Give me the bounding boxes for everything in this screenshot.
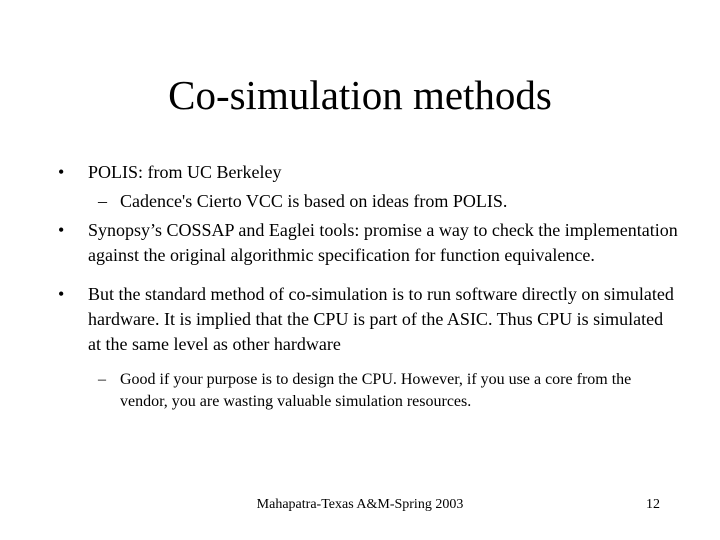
slide-title: Co-simulation methods <box>168 72 552 118</box>
bullet-3-text: But the standard method of co-simulation is to run software directly on simulated hardware. It is implied that the CPU is part of the ASIC. Thus CPU is simulated at the same level as other hardware <box>88 284 674 354</box>
bullet-1-sub-1-text: Cadence's Cierto VCC is based on ideas from POLIS. <box>120 191 508 211</box>
bullet-1-sub-1-symbol: – <box>98 191 107 211</box>
bullet-2 <box>58 218 678 268</box>
bullet-3-symbol: • <box>58 284 65 304</box>
page-number: 12 <box>646 497 660 512</box>
bullet-3 <box>58 282 678 357</box>
bullet-1-sub-1 <box>58 189 678 214</box>
slide-body <box>58 160 678 413</box>
bullet-2-symbol: • <box>58 220 65 240</box>
bullet-1 <box>58 160 678 185</box>
bullet-1-symbol: • <box>58 162 65 182</box>
bullet-3-sub-1-symbol: – <box>98 371 106 388</box>
bullet-3-sub-1-text: Good if your purpose is to design the CPU. However, if you use a core from the vendor, you are wasting valuable simulation resources. <box>120 371 632 410</box>
bullet-3-sub-1 <box>58 369 678 413</box>
bullet-2-text: Synopsy’s COSSAP and Eaglei tools: promise a way to check the implementation against the original algorithmic specification for function equivalence. <box>88 220 678 265</box>
slide-footer: Mahapatra-Texas A&M-Spring 2003 <box>256 497 464 512</box>
bullet-1-text: POLIS: from UC Berkeley <box>88 162 282 182</box>
